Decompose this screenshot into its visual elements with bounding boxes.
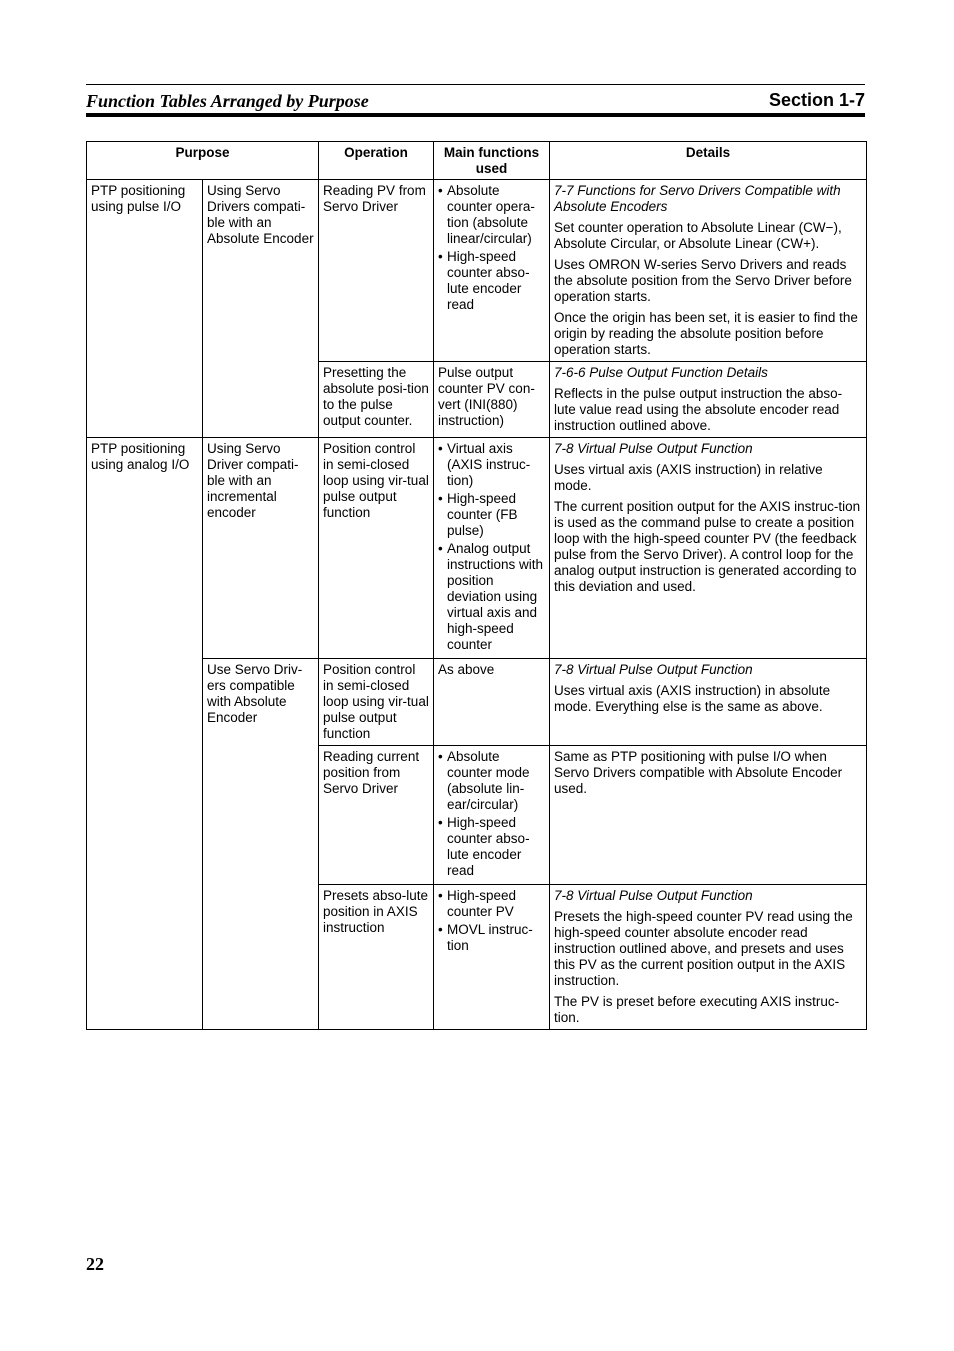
header-title: Function Tables Arranged by Purpose <box>86 91 369 111</box>
operation-cell: Reading PV from Servo Driver <box>319 180 434 362</box>
functions-cell: As above <box>434 659 550 746</box>
purpose-cell: PTP positioning using analog I/O <box>87 438 203 1030</box>
detail-paragraph: Once the origin has been set, it is easier to find the origin by reading the absolute position before operation starts. <box>554 310 858 357</box>
header-rule <box>86 113 865 117</box>
function-item: • Absolute counter mode (absolute lin-ear/circular) <box>438 749 545 813</box>
function-item: • High-speed counter (FB pulse) <box>438 491 545 539</box>
column-header-operation: Operation <box>319 142 434 180</box>
details-cell <box>550 659 867 746</box>
functions-cell: Pulse output counter PV con-vert (INI(880) instruction) <box>434 362 550 438</box>
detail-paragraph: Uses OMRON W-series Servo Drivers and reads the absolute position from the Servo Driver before operation starts. <box>554 257 852 304</box>
function-item: • MOVL instruc-tion <box>438 922 545 954</box>
function-item: • High-speed counter PV <box>438 888 545 920</box>
details-cell <box>550 362 867 438</box>
function-table <box>86 141 867 1030</box>
table-header-row <box>87 142 867 180</box>
detail-paragraph: Set counter operation to Absolute Linear (CW−), Absolute Circular, or Absolute Linear (CW+). <box>554 220 842 251</box>
functions-cell <box>434 885 550 1030</box>
operation-cell: Presets abso-lute position in AXIS instruction <box>319 885 434 1030</box>
detail-paragraph: Reflects in the pulse output instruction the abso-lute value read using the absolute encoder read instruction outlined above. <box>554 386 843 433</box>
operation-cell: Presetting the absolute posi-tion to the pulse output counter. <box>319 362 434 438</box>
table-row <box>87 180 867 362</box>
section-reference: 7-6-6 Pulse Output Function Details <box>554 365 768 380</box>
functions-cell <box>434 438 550 659</box>
operation-cell: Position control in semi-closed loop using vir-tual pulse output function <box>319 659 434 746</box>
function-item: • Virtual axis (AXIS instruc-tion) <box>438 441 545 489</box>
details-cell <box>550 746 867 885</box>
table-row <box>87 438 867 659</box>
section-reference: 7-8 Virtual Pulse Output Function <box>554 441 753 456</box>
column-header-main-functions: Main functions used <box>434 142 550 180</box>
details-cell <box>550 180 867 362</box>
detail-paragraph: Uses virtual axis (AXIS instruction) in absolute mode. Everything else is the same as above. <box>554 683 831 714</box>
detail-paragraph: The current position output for the AXIS instruc-tion is used as the command pulse to create a position loop with the high-speed counter PV (the feedback pulse from the Servo Driver). A control loop for the analog output instruction is generated according to this deviation and used. <box>554 499 861 594</box>
column-header-details: Details <box>550 142 867 180</box>
table-row <box>87 659 867 746</box>
detail-paragraph: The PV is preset before executing AXIS instruc-tion. <box>554 994 840 1025</box>
details-cell <box>550 438 867 659</box>
function-item: • High-speed counter abso-lute encoder read <box>438 815 545 879</box>
sub-purpose-cell: Use Servo Driv-ers compatible with Absolute Encoder <box>203 659 319 1030</box>
functions-cell <box>434 180 550 362</box>
operation-cell: Position control in semi-closed loop using vir-tual pulse output function <box>319 438 434 659</box>
detail-paragraph: Presets the high-speed counter PV read using the high-speed counter absolute encoder read instruction outlined above, and presets and uses this PV as the current position output in the AXIS instruction. <box>554 909 853 988</box>
section-reference: 7-8 Virtual Pulse Output Function <box>554 888 753 903</box>
functions-cell <box>434 746 550 885</box>
details-cell <box>550 885 867 1030</box>
section-reference: 7-8 Virtual Pulse Output Function <box>554 662 753 677</box>
section-label: Section 1-7 <box>768 90 865 110</box>
purpose-cell: PTP positioning using pulse I/O <box>87 180 203 438</box>
operation-cell: Reading current position from Servo Driver <box>319 746 434 885</box>
detail-paragraph: Same as PTP positioning with pulse I/O when Servo Drivers compatible with Absolute Encoder used. <box>554 749 843 796</box>
section-reference: 7-7 Functions for Servo Drivers Compatible with Absolute Encoders <box>554 183 841 214</box>
function-item: • Absolute counter opera-tion (absolute linear/circular) <box>438 183 545 247</box>
sub-purpose-cell: Using Servo Driver compati-ble with an incremental encoder <box>203 438 319 659</box>
function-item: • High-speed counter abso-lute encoder read <box>438 249 545 313</box>
detail-paragraph: Uses virtual axis (AXIS instruction) in relative mode. <box>554 462 823 493</box>
page-number: 22 <box>86 1254 104 1274</box>
function-item: • Analog output instructions with position deviation using virtual axis and high-speed counter <box>438 541 545 653</box>
column-header-purpose: Purpose <box>87 142 319 180</box>
sub-purpose-cell: Using Servo Drivers compati-ble with an Absolute Encoder <box>203 180 319 438</box>
